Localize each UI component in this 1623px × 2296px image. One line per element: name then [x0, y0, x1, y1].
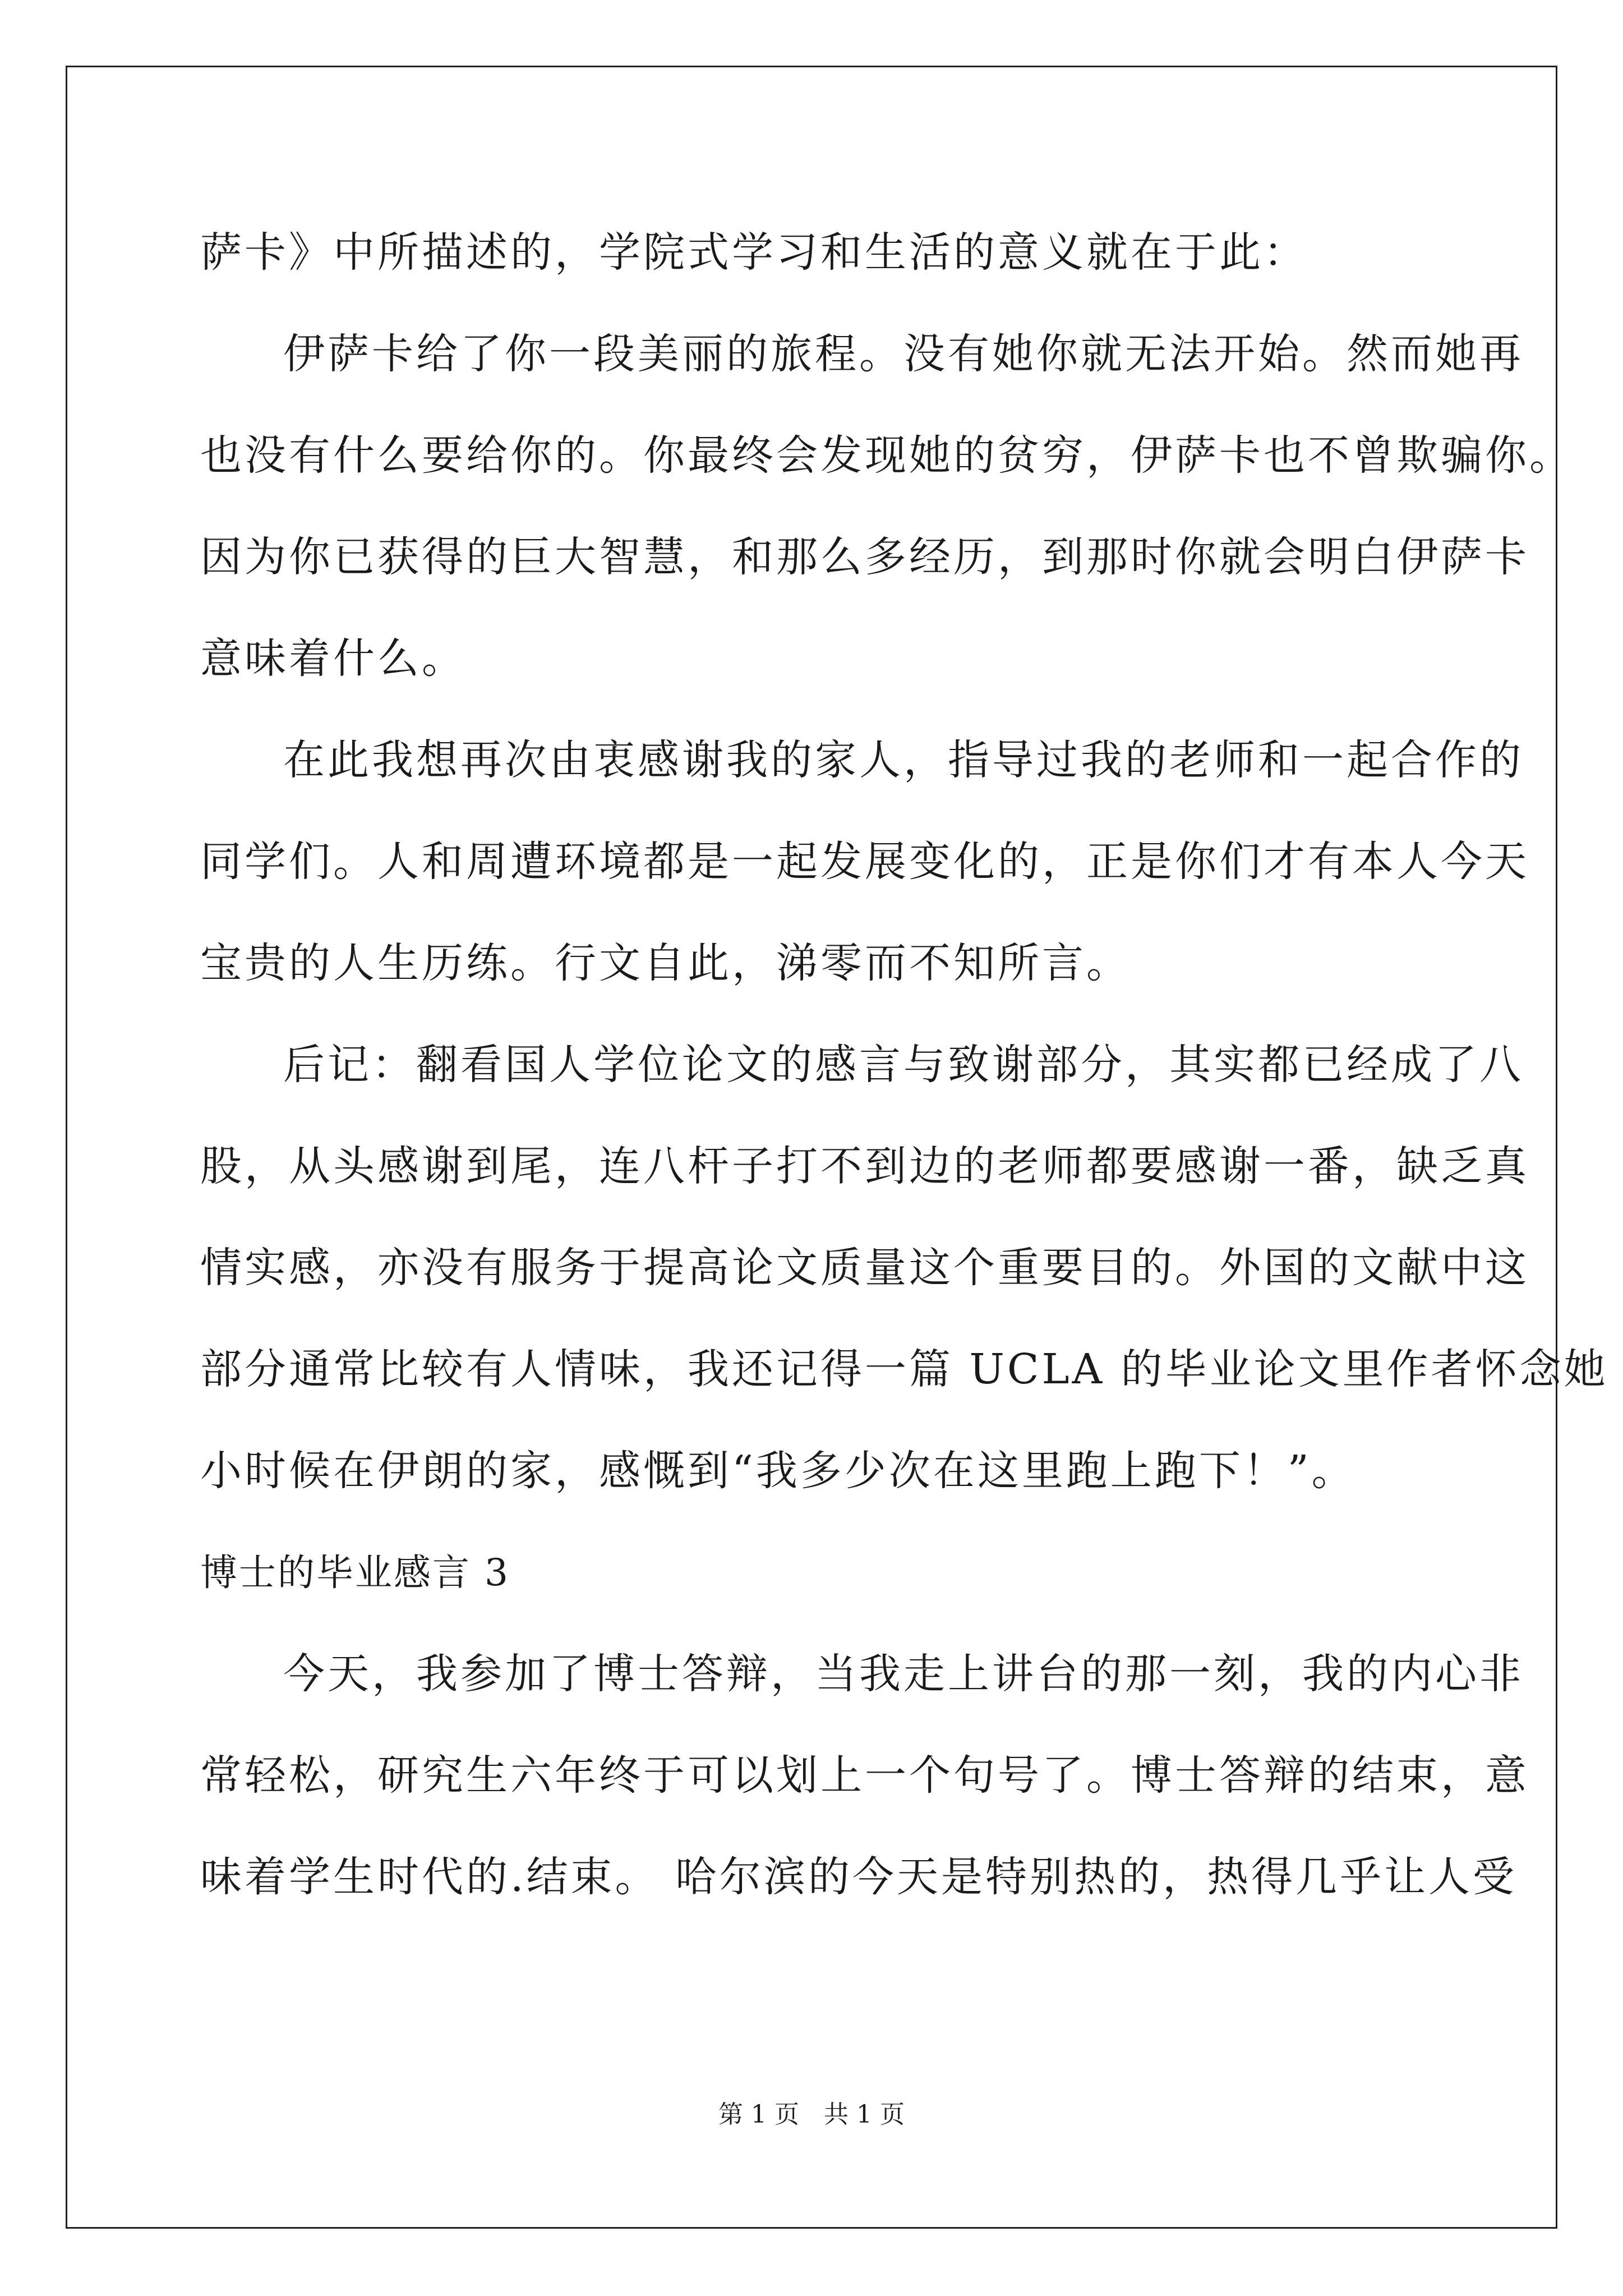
text-line: 部分通常比较有人情味，我还记得一篇 UCLA 的毕业论文里作者怀念她	[200, 1345, 1608, 1393]
text-line: 因为你已获得的巨大智慧，和那么多经历，到那时你就会明白伊萨卡	[200, 533, 1529, 581]
page-total: 共 1 页	[824, 2100, 905, 2129]
text-line: 味着学生时代的.结束。 哈尔滨的今天是特别热的，热得几乎让人受	[200, 1853, 1518, 1901]
text-line: 宝贵的人生历练。行文自此，涕零而不知所言。	[200, 939, 1131, 987]
text-line: 情实感，亦没有服务于提高论文质量这个重要目的。外国的文献中这	[200, 1244, 1529, 1292]
text-line: 意味着什么。	[200, 634, 466, 683]
text-line: 萨卡》中所描述的，学院式学习和生活的意义就在于此：	[200, 228, 1308, 277]
text-line: 也没有什么要给你的。你最终会发现她的贫穷，伊萨卡也不曾欺骗你。	[200, 431, 1574, 480]
text-line: 常轻松，研究生六年终于可以划上一个句号了。博士答辩的结束，意	[200, 1751, 1529, 1800]
paragraph-start: 今天，我参加了博士答辩，当我走上讲台的那一刻，我的内心非	[283, 1650, 1524, 1698]
text-line: 股，从头感谢到尾，连八杆子打不到边的老师都要感谢一番，缺乏真	[200, 1142, 1529, 1190]
paragraph-start: 后记：翻看国人学位论文的感言与致谢部分，其实都已经成了八	[283, 1041, 1524, 1089]
page-footer	[0, 2098, 1623, 2132]
section-heading: 博士的毕业感言 3	[200, 1551, 510, 1594]
paragraph-start: 在此我想再次由衷感谢我的家人，指导过我的老师和一起合作的	[283, 736, 1524, 784]
document-body	[200, 202, 1608, 1928]
text-line: 同学们。人和周遭环境都是一起发展变化的，正是你们才有本人今天	[200, 838, 1529, 886]
page-number: 第 1 页	[718, 2100, 799, 2129]
text-line: 小时候在伊朗的家，感慨到“我多少次在这里跑上跑下！”。	[200, 1447, 1356, 1495]
paragraph-start: 伊萨卡给了你一段美丽的旅程。没有她你就无法开始。然而她再	[283, 330, 1524, 378]
